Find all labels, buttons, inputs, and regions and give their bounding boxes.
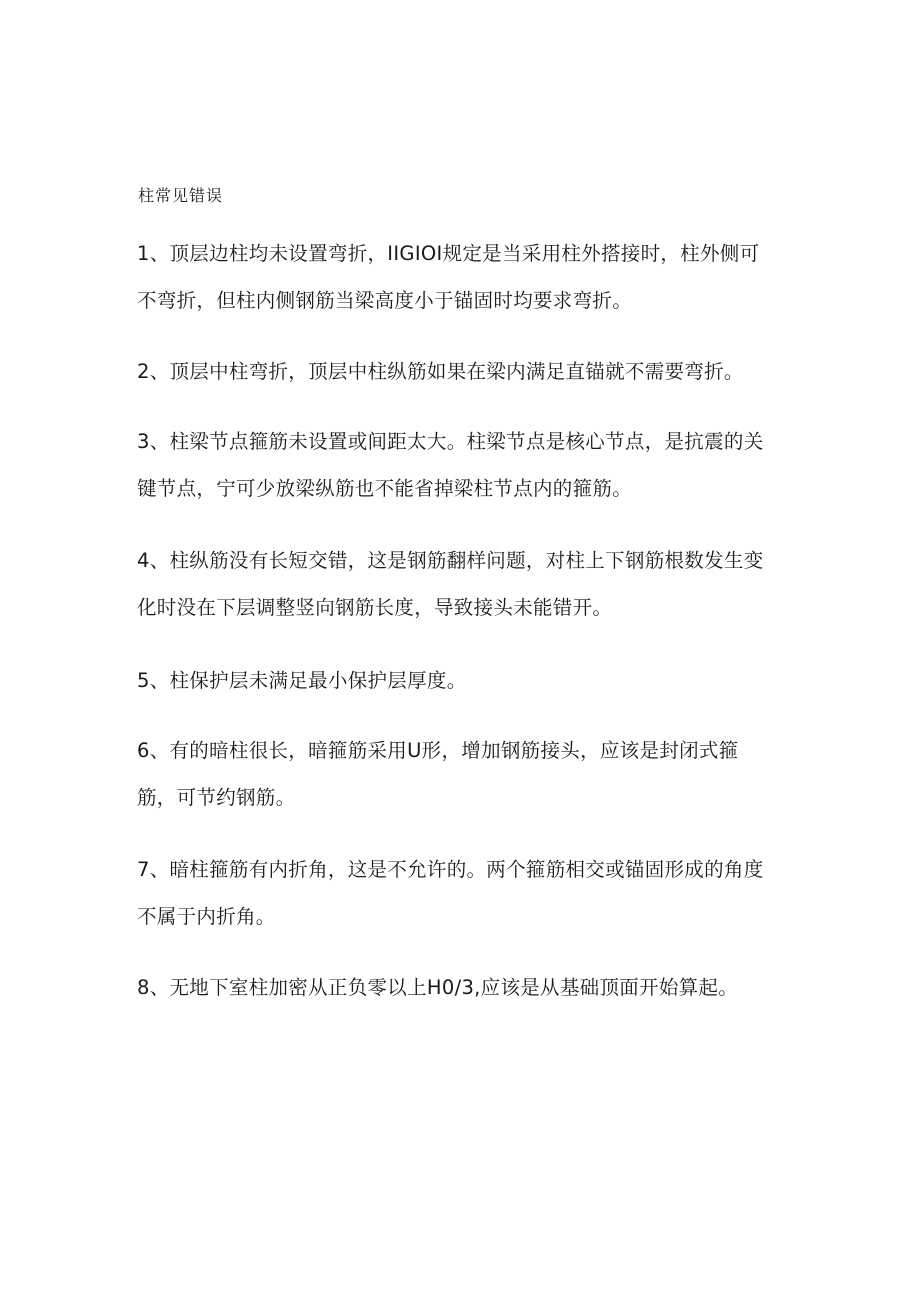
error-item-8 [137,964,787,1011]
error-item-6 [137,727,787,821]
error-item-3 [137,418,787,512]
error-item-1-line-1: 1、顶层边柱均未设置弯折，IIGIOI规定是当采用柱外搭接时，柱外侧可 [137,242,760,265]
error-item-3-line-2: 键节点，宁可少放梁纵筋也不能省掉梁柱节点内的箍筋。 [137,477,633,500]
error-item-4-line-1: 4、柱纵筋没有长短交错，这是钢筋翻样问题，对柱上下钢筋根数发生变 [137,549,764,572]
error-item-6-line-2: 筋，可节约钢筋。 [137,786,296,809]
error-item-1-line-2: 不弯折，但柱内侧钢筋当梁高度小于锚固时均要求弯折。 [137,289,633,312]
error-item-2 [137,348,787,395]
error-item-5-line-1: 5、柱保护层未满足最小保护层厚度。 [137,669,467,692]
error-item-2-line-1: 2、顶层中柱弯折，顶层中柱纵筋如果在梁内满足直锚就不需要弯折。 [137,360,744,383]
error-item-7-line-2: 不属于内折角。 [137,905,276,928]
error-item-4 [137,537,787,631]
error-item-8-line-1: 8、无地下室柱加密从正负零以上H0/3,应该是从基础顶面开始算起。 [137,976,739,999]
error-item-7-line-1: 7、暗柱箍筋有内折角，这是不允许的。两个箍筋相交或锚固形成的角度 [137,858,764,881]
error-item-1 [137,230,787,324]
error-item-5 [137,657,787,704]
error-item-3-line-1: 3、柱梁节点箍筋未设置或间距太大。柱梁节点是核心节点，是抗震的关 [137,430,764,453]
error-item-7 [137,846,787,940]
error-item-4-line-2: 化时没在下层调整竖向钢筋长度，导致接头未能错开。 [137,596,613,619]
document-title: 柱常见错误 [138,186,224,205]
error-item-6-line-1: 6、有的暗柱很长，暗箍筋采用U形，增加钢筋接头，应该是封闭式箍 [137,739,739,762]
